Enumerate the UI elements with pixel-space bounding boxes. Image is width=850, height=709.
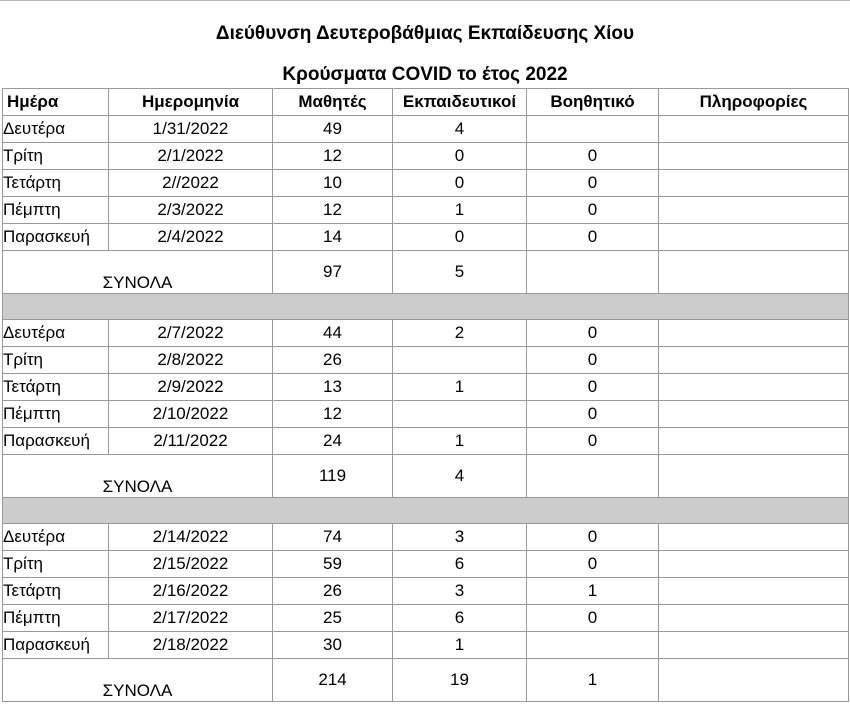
day-cell[interactable]: Πέμπτη [3, 197, 109, 224]
totals-row [3, 251, 849, 294]
aux-cell[interactable]: 0 [527, 551, 659, 578]
table-row [3, 578, 849, 605]
date-cell[interactable]: 2/17/2022 [109, 605, 273, 632]
students-cell[interactable]: 24 [273, 428, 393, 455]
teachers-cell[interactable]: 6 [393, 605, 527, 632]
students-cell[interactable]: 12 [273, 401, 393, 428]
teachers-cell[interactable]: 0 [393, 170, 527, 197]
totals-label[interactable]: ΣΥΝΟΛΑ [3, 659, 273, 702]
date-cell[interactable]: 2/3/2022 [109, 197, 273, 224]
column-header-date: Ημερομηνία [109, 89, 273, 116]
students-cell[interactable]: 44 [273, 320, 393, 347]
day-cell[interactable]: Τετάρτη [3, 578, 109, 605]
teachers-cell[interactable]: 0 [393, 143, 527, 170]
table-row [3, 632, 849, 659]
day-cell[interactable]: Παρασκευή [3, 224, 109, 251]
totals-row [3, 455, 849, 498]
aux-cell[interactable]: 0 [527, 401, 659, 428]
aux-cell[interactable] [527, 116, 659, 143]
teachers-cell[interactable]: 4 [393, 116, 527, 143]
week-separator-row [3, 294, 849, 320]
students-cell[interactable]: 74 [273, 524, 393, 551]
date-cell[interactable]: 2/14/2022 [109, 524, 273, 551]
teachers-cell[interactable] [393, 401, 527, 428]
totals-label[interactable]: ΣΥΝΟΛΑ [3, 455, 273, 498]
table-body [3, 116, 849, 702]
info-cell[interactable] [659, 170, 849, 197]
table-row [3, 224, 849, 251]
date-cell[interactable]: 2/9/2022 [109, 374, 273, 401]
date-cell[interactable]: 2/1/2022 [109, 143, 273, 170]
teachers-total-cell[interactable]: 19 [393, 659, 527, 702]
date-cell[interactable]: 2/15/2022 [109, 551, 273, 578]
students-cell[interactable]: 12 [273, 143, 393, 170]
students-cell[interactable]: 59 [273, 551, 393, 578]
aux-cell[interactable]: 0 [527, 170, 659, 197]
column-header-aux: Βοηθητικό [527, 89, 659, 116]
week-separator-row [3, 498, 849, 524]
day-cell[interactable]: Παρασκευή [3, 428, 109, 455]
info-cell[interactable] [659, 578, 849, 605]
column-header-teachers: Εκπαιδευτικοί [393, 89, 527, 116]
students-cell[interactable]: 13 [273, 374, 393, 401]
teachers-cell[interactable]: 6 [393, 551, 527, 578]
page-title: Διεύθυνση Δευτεροβάθμιας Εκπαίδευσης Χίου [215, 23, 635, 44]
teachers-cell[interactable] [393, 347, 527, 374]
info-cell[interactable] [659, 116, 849, 143]
date-cell[interactable]: 2//2022 [109, 170, 273, 197]
aux-cell[interactable]: 0 [527, 143, 659, 170]
info-cell[interactable] [659, 605, 849, 632]
table-row [3, 116, 849, 143]
column-header-students: Μαθητές [273, 89, 393, 116]
day-cell[interactable]: Πέμπτη [3, 401, 109, 428]
table-row [3, 428, 849, 455]
info-cell[interactable] [659, 401, 849, 428]
info-cell[interactable] [659, 524, 849, 551]
students-total-cell[interactable]: 119 [273, 455, 393, 498]
date-cell[interactable]: 2/10/2022 [109, 401, 273, 428]
students-total-cell[interactable]: 97 [273, 251, 393, 294]
students-cell[interactable]: 12 [273, 197, 393, 224]
info-cell[interactable] [659, 143, 849, 170]
info-cell[interactable] [659, 374, 849, 401]
totals-row [3, 659, 849, 702]
date-cell[interactable]: 1/31/2022 [109, 116, 273, 143]
day-cell[interactable]: Τετάρτη [3, 170, 109, 197]
students-cell[interactable]: 14 [273, 224, 393, 251]
students-cell[interactable]: 26 [273, 347, 393, 374]
aux-total-cell[interactable] [527, 251, 659, 294]
aux-cell[interactable]: 1 [527, 578, 659, 605]
aux-cell[interactable]: 0 [527, 224, 659, 251]
students-cell[interactable]: 25 [273, 605, 393, 632]
info-cell[interactable] [659, 632, 849, 659]
aux-total-cell[interactable] [527, 455, 659, 498]
teachers-cell[interactable]: 2 [393, 320, 527, 347]
aux-cell[interactable]: 0 [527, 428, 659, 455]
day-cell[interactable]: Δευτέρα [3, 524, 109, 551]
students-total-cell[interactable]: 214 [273, 659, 393, 702]
teachers-cell[interactable]: 3 [393, 524, 527, 551]
column-header-info: Πληροφορίες [659, 89, 849, 116]
table-row [3, 197, 849, 224]
students-cell[interactable]: 30 [273, 632, 393, 659]
aux-cell[interactable] [527, 632, 659, 659]
aux-cell[interactable]: 0 [527, 374, 659, 401]
day-cell[interactable]: Δευτέρα [3, 116, 109, 143]
teachers-cell[interactable]: 1 [393, 197, 527, 224]
students-cell[interactable]: 49 [273, 116, 393, 143]
table-row [3, 320, 849, 347]
covid-cases-table [2, 88, 849, 702]
column-header-day: Ημέρα [3, 89, 109, 116]
page-subtitle: Κρούσματα COVID το έτος 2022 [282, 64, 568, 85]
info-cell[interactable] [659, 224, 849, 251]
teachers-cell[interactable]: 0 [393, 224, 527, 251]
info-cell[interactable] [659, 428, 849, 455]
table-row [3, 170, 849, 197]
students-cell[interactable]: 10 [273, 170, 393, 197]
table-row [3, 143, 849, 170]
aux-cell[interactable]: 0 [527, 320, 659, 347]
date-cell[interactable]: 2/18/2022 [109, 632, 273, 659]
date-cell[interactable]: 2/16/2022 [109, 578, 273, 605]
teachers-total-cell[interactable]: 4 [393, 455, 527, 498]
table-row [3, 374, 849, 401]
info-cell[interactable] [659, 320, 849, 347]
teachers-total-cell[interactable]: 5 [393, 251, 527, 294]
info-cell[interactable] [659, 347, 849, 374]
date-cell[interactable]: 2/4/2022 [109, 224, 273, 251]
info-total-cell[interactable] [659, 659, 849, 702]
students-cell[interactable]: 26 [273, 578, 393, 605]
day-cell[interactable]: Πέμπτη [3, 605, 109, 632]
aux-cell[interactable]: 0 [527, 347, 659, 374]
info-total-cell[interactable] [659, 251, 849, 294]
teachers-cell[interactable]: 1 [393, 428, 527, 455]
aux-cell[interactable]: 0 [527, 605, 659, 632]
day-cell[interactable]: Τρίτη [3, 143, 109, 170]
aux-cell[interactable]: 0 [527, 197, 659, 224]
info-cell[interactable] [659, 197, 849, 224]
teachers-cell[interactable]: 1 [393, 374, 527, 401]
teachers-cell[interactable]: 1 [393, 632, 527, 659]
day-cell[interactable]: Τετάρτη [3, 374, 109, 401]
header-row [3, 89, 849, 116]
date-cell[interactable]: 2/8/2022 [109, 347, 273, 374]
separator-cell [3, 498, 849, 524]
day-cell[interactable]: Τρίτη [3, 347, 109, 374]
aux-total-cell[interactable]: 1 [527, 659, 659, 702]
table-row [3, 401, 849, 428]
day-cell[interactable]: Δευτέρα [3, 320, 109, 347]
day-cell[interactable]: Τρίτη [3, 551, 109, 578]
table-row [3, 524, 849, 551]
info-cell[interactable] [659, 551, 849, 578]
info-total-cell[interactable] [659, 455, 849, 498]
date-cell[interactable]: 2/7/2022 [109, 320, 273, 347]
teachers-cell[interactable]: 3 [393, 578, 527, 605]
aux-cell[interactable]: 0 [527, 524, 659, 551]
table-row [3, 605, 849, 632]
day-cell[interactable]: Παρασκευή [3, 632, 109, 659]
totals-label[interactable]: ΣΥΝΟΛΑ [3, 251, 273, 294]
date-cell[interactable]: 2/11/2022 [109, 428, 273, 455]
table-row [3, 347, 849, 374]
separator-cell [3, 294, 849, 320]
table-row [3, 551, 849, 578]
